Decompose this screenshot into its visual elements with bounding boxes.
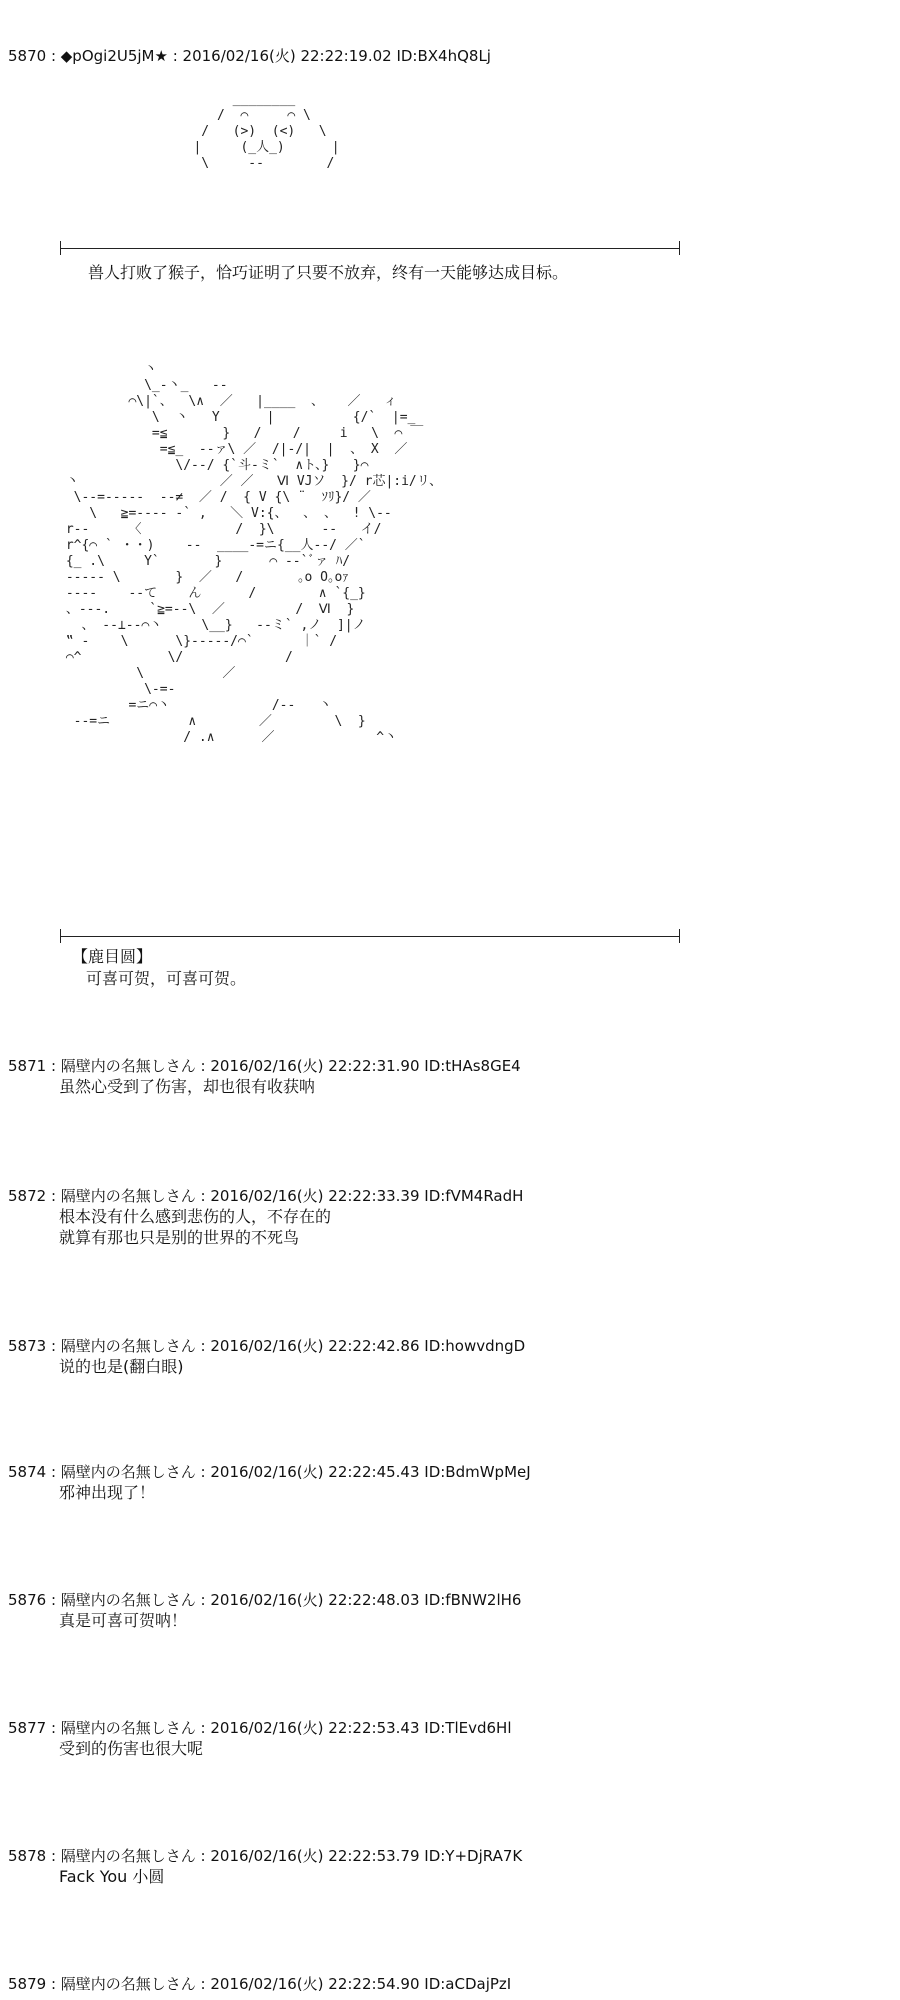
- post-header: 5870 : ◆pOgi2U5jM★ : 2016/02/16(火) 22:22:19.02 ID:BX4hQ8Lj: [8, 47, 491, 65]
- post-header: 5871 : 隔壁内の名無しさん : 2016/02/16(火) 22:22:31.90 ID:tHAs8GE4: [8, 1057, 521, 1075]
- post-5877: [8, 1718, 888, 1759]
- post-header: 5872 : 隔壁内の名無しさん : 2016/02/16(火) 22:22:33.39 ID:fVM4RadH: [8, 1187, 524, 1205]
- post-body: 真是可喜可贺呐！: [59, 1611, 188, 1630]
- post-5873: [8, 1336, 888, 1377]
- scene-ascii-art: 丶 \_-丶_ ‐‐ ⌒\|`、 \∧ ／ |____ 、 ／ ィ \ 丶 Y | {/` |=_ =≦ } / / i \ ⌒ ￣ =≦_ ‐‐ァ\ ／ /|-/| | 、 X ／ \/‐‐/ {`斗‐ミ` ∧ト、} }⌒ 丶 ／ ／ Ⅵ VJソ }/ r芯|:i/リ、 \‐‐=‐‐‐‐‐ ‐‐≠ ／ / { V {\ ¨ ｿﾘ}/ ／ \ ≧=‐‐‐‐ ‐` , ＼ V:{、 、 、 ! \‐‐ r‐‐ 〈 / }\ ‐‐ イ/ r^{⌒ ` ・・) ‐‐ ____‐=ニ{__人‐‐/ ／` {_ .\ Y` } ⌒ ‐‐`ﾞァ ﾊ/ ‐‐‐‐‐ \ } ／ / ｡o O｡oｧ ‐‐‐‐ ‐‐て ん / ∧ `{_} 、‐‐‐. `≧=‐‐\ ／ / Ⅵ } 、 ‐‐⊥‐‐⌒丶 \__} ‐‐ミ` ,ノ ]|ノ ‟ ‐ \ \}‐‐‐‐‐/⌒` ｜` / ⌒^ \/ / \ ／ \‐=‐ =ニ⌒丶 /‐‐ 丶 ‐‐=ニ ∧ ／ \ } / .∧ ／ ^丶: [65, 362, 443, 745]
- aa-divider-bottom: [60, 936, 680, 937]
- post-header: 5873 : 隔壁内の名無しさん : 2016/02/16(火) 22:22:42.86 ID:howvdngD: [8, 1337, 526, 1355]
- face-ascii-art: ________ / ⌒ ⌒ \ / (>) (<) \ | (_人_) | \ ‐‐ /: [193, 92, 340, 171]
- post-header: 5876 : 隔壁内の名無しさん : 2016/02/16(火) 22:22:48.03 ID:fBNW2lH6: [8, 1591, 522, 1609]
- post-header: 5877 : 隔壁内の名無しさん : 2016/02/16(火) 22:22:53.43 ID:TlEvd6Hl: [8, 1719, 512, 1737]
- post-header: 5874 : 隔壁内の名無しさん : 2016/02/16(火) 22:22:45.43 ID:BdmWpMeJ: [8, 1463, 531, 1481]
- post-5878: [8, 1846, 888, 1887]
- post-body: 根本没有什么感到悲伤的人，不存在的 就算有那也只是别的世界的不死鸟: [59, 1207, 332, 1247]
- post-5879: [8, 1974, 888, 1994]
- post-5870: [8, 46, 888, 66]
- post-body: 受到的伤害也很大呢: [59, 1739, 204, 1758]
- speaker-line: 可喜可贺，可喜可贺。: [86, 969, 247, 988]
- post-body: 说的也是(翻白眼): [59, 1357, 184, 1376]
- caption-victory: 兽人打败了猴子，恰巧证明了只要不放弃，终有一天能够达成目标。: [88, 263, 569, 282]
- post-body: Fack You 小圆: [59, 1867, 165, 1886]
- post-body: 虽然心受到了伤害，却也很有收获呐: [59, 1077, 316, 1096]
- post-5871: [8, 1056, 888, 1097]
- post-5872: [8, 1186, 888, 1248]
- post-5876: [8, 1590, 888, 1631]
- post-body: 邪神出现了！: [59, 1483, 156, 1502]
- post-header: 5879 : 隔壁内の名無しさん : 2016/02/16(火) 22:22:54.90 ID:aCDajPzI: [8, 1975, 512, 1993]
- speaker-name: 【鹿目圆】: [72, 947, 153, 966]
- aa-divider-top: [60, 248, 680, 249]
- post-header: 5878 : 隔壁内の名無しさん : 2016/02/16(火) 22:22:53.79 ID:Y+DjRA7K: [8, 1847, 523, 1865]
- post-5874: [8, 1462, 888, 1503]
